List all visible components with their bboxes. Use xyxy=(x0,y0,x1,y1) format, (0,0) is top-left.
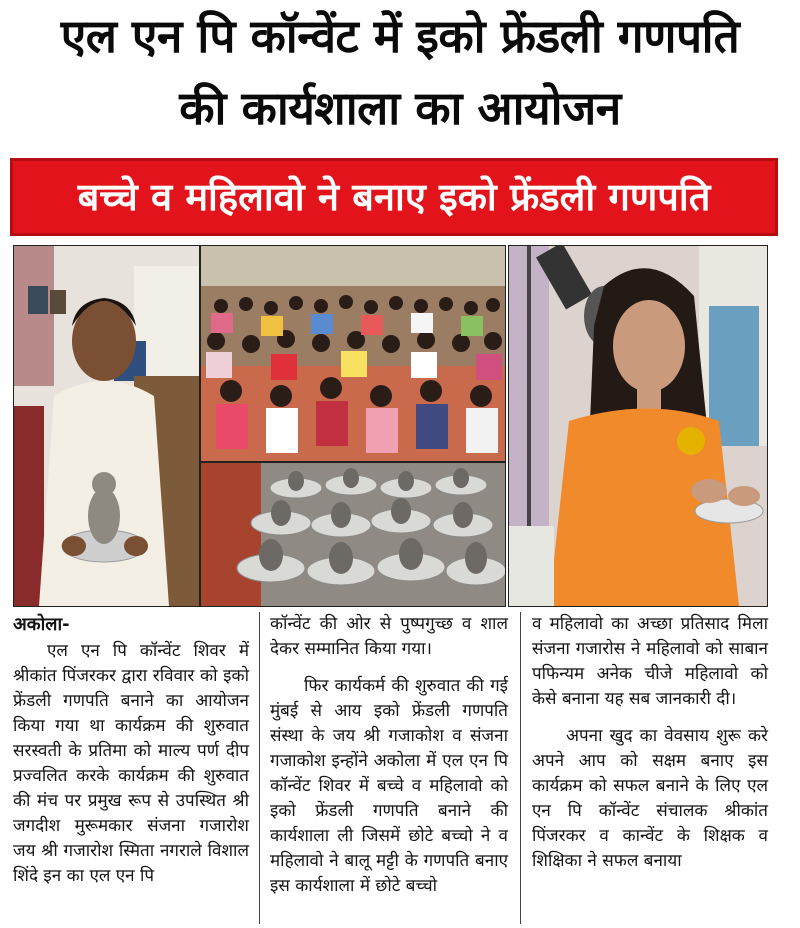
article-paragraph: कॉन्वेंट की ओर से पुष्पगुच्छ व शाल देकर सम्मानित किया गया। xyxy=(270,614,508,659)
subheadline-banner xyxy=(10,158,778,236)
photo-boy-with-idol xyxy=(13,245,200,607)
photo-children-workshop xyxy=(200,245,506,462)
column-rule-1 xyxy=(259,612,260,924)
article-column-2 xyxy=(270,612,508,899)
photo-woman-shaping-clay-image xyxy=(509,246,767,606)
photo-clay-idols-image xyxy=(201,463,505,606)
article-column-3 xyxy=(532,612,768,874)
photo-boy-with-idol-image xyxy=(14,246,199,606)
photo-children-workshop-image xyxy=(201,246,505,461)
article-paragraph: एल एन पि कॉन्वेंट शिवर में श्रीकांत पिंजरकर द्वारा रविवार को इको फ्रेंडली गणपति बनाने का आयोजन किया गया था कार्यक्रम की शुरुवात सरस्वती के प्रतिमा को माल्य पर्ण दीप प्रज्वलित करके कार्यक्रम की शुरुवात की मंच पर प्रमुख रूप से उपस्थित श्री जगदीश मुरूमकार संजना गजारोश जय श्री गजारोश स्मिता नगराले विशाल शिंदे इन का एल एन पि xyxy=(13,641,249,886)
headline-line-2: की कार्यशाला का आयोजन xyxy=(179,81,621,135)
headline-line-1: एल एन पि कॉन्वेंट में इको फ्रेंडली गणपति xyxy=(60,9,740,63)
subheadline-text: बच्चे व महिलावो ने बनाए इको फ्रेंडली गणपति xyxy=(77,175,711,219)
photo-clay-idols xyxy=(200,462,506,607)
photo-woman-shaping-clay xyxy=(508,245,768,607)
column-rule-2 xyxy=(520,612,521,924)
article-paragraph: फिर कार्यकर्म की शुरुवात की गई मुंबई से आय इको फ्रेंडली गणपति संस्था के जय श्री गजाकोश व संजना गजाकोश इन्होंने अकोला में एल एन पि कॉन्वेंट शिवर में बच्चे व महिलावो को इको फ्रेंडली गणपति बनाने की कार्यशाला ली जिसमें छोटे बच्चो ने व महिलावो ने बालू मट्टी के गणपति बनाए इस कार्यशाला में छोटे बच्चो xyxy=(270,676,508,896)
article-paragraph: अपना खुद का वेवसाय शुरू करे अपने आप को सक्षम बनाए इस कार्यक्रम को सफल बनाने के लिए एल एन पि कॉन्वेंट संचालक श्रीकांत पिंजरकर व कान्वेंट के शिक्षक व शिक्षिका ने सफल बनाया xyxy=(532,726,768,871)
article-column-1 xyxy=(13,612,249,889)
article-paragraph: व महिलावो का अच्छा प्रतिसाद मिला संजना गजारोस ने महिलावो को साबान पफिन्यम अनेक चीजे महिलावो को केसे बनाना यह सब जानकारी दी। xyxy=(532,614,768,709)
article-dateline: अकोला- xyxy=(13,614,70,635)
